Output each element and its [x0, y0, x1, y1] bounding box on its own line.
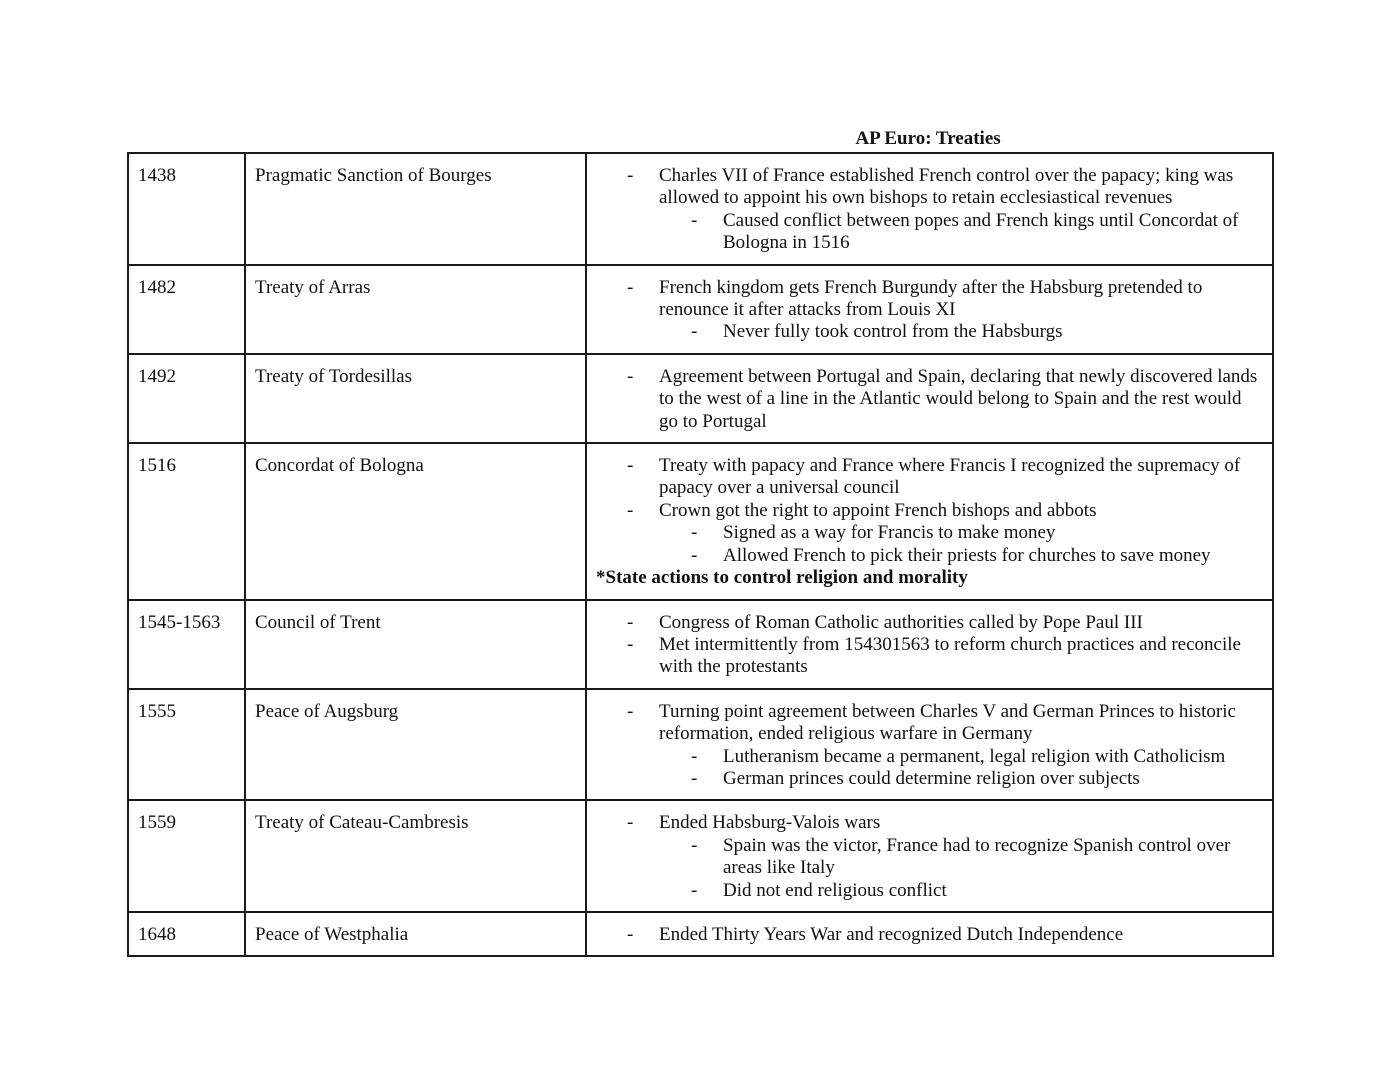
bullet-point: - French kingdom gets French Burgundy after the Habsburg pretended to renounce it after attacks from Louis XI [659, 277, 1262, 322]
table-row [128, 689, 1273, 801]
bullet-point: - Ended Habsburg-Valois wars [659, 812, 1262, 834]
sub-bullet-point [659, 768, 1262, 790]
notes-cell [586, 265, 1273, 354]
treaty-name-cell: Treaty of Arras [245, 265, 586, 354]
sub-bullet-text: Spain was the victor, France had to recognize Spanish control over areas like Italy [723, 834, 1231, 879]
table-row [128, 265, 1273, 354]
year-cell: 1545-1563 [128, 600, 245, 689]
bullet-point: - Agreement between Portugal and Spain, declaring that newly discovered lands to the west of a line in the Atlantic would belong to Spain and the rest would go to Portugal [659, 366, 1262, 433]
table-row [128, 912, 1273, 956]
year-cell: 1482 [128, 265, 245, 354]
treaties-table [127, 152, 1274, 957]
year-cell: 1492 [128, 354, 245, 443]
bullet-list [596, 455, 1262, 567]
sub-bullet-text: Never fully took control from the Habsburgs [723, 321, 1063, 343]
bullet-point: - Ended Thirty Years War and recognized Dutch Independence [659, 924, 1262, 946]
sub-bullet-point [659, 210, 1262, 255]
bullet-point: - Treaty with papacy and France where Francis I recognized the supremacy of papacy over a universal council [659, 455, 1262, 500]
bullet-list [596, 277, 1262, 344]
year-cell: 1555 [128, 689, 245, 801]
notes-cell [586, 800, 1273, 912]
table-row [128, 443, 1273, 599]
bullet-list [596, 701, 1262, 791]
bullet-point: - Charles VII of France established French control over the papacy; king was allowed to appoint his own bishops to retain ecclesiastical revenues [659, 165, 1262, 210]
sub-bullet-point [659, 880, 1262, 902]
sub-bullet-point [659, 522, 1262, 544]
year-cell: 1559 [128, 800, 245, 912]
sub-bullet-point [659, 545, 1262, 567]
sub-bullet-point [659, 746, 1262, 768]
treaty-name-cell: Treaty of Cateau-Cambresis [245, 800, 586, 912]
sub-bullet-point [659, 835, 1262, 880]
notes-cell [586, 153, 1273, 265]
bullet-point: - Crown got the right to appoint French bishops and abbots [659, 500, 1262, 522]
notes-cell [586, 912, 1273, 956]
notes-cell [586, 443, 1273, 599]
bullet-list [596, 165, 1262, 255]
treaty-name-cell: Council of Trent [245, 600, 586, 689]
year-cell: 1516 [128, 443, 245, 599]
bullet-point: - Congress of Roman Catholic authorities called by Pope Paul III [659, 612, 1262, 634]
row-note: *State actions to control religion and morality [596, 567, 968, 589]
year-cell: 1438 [128, 153, 245, 265]
bullet-point: - Turning point agreement between Charles V and German Princes to historic reformation, ended religious warfare in Germany [659, 701, 1262, 746]
treaty-name-cell: Treaty of Tordesillas [245, 354, 586, 443]
sub-bullet-text: German princes could determine religion over subjects [723, 767, 1140, 789]
notes-cell [586, 354, 1273, 443]
sub-bullet-text: Caused conflict between popes and French kings until Concordat of Bologna in 1516 [723, 209, 1239, 254]
bullet-list [596, 812, 1262, 902]
sub-bullet-text: Did not end religious conflict [723, 879, 947, 901]
year-cell: 1648 [128, 912, 245, 956]
treaties-table-body [128, 153, 1273, 956]
sub-bullet-text: Lutheranism became a permanent, legal religion with Catholicism [723, 745, 1226, 767]
treaty-name-cell: Pragmatic Sanction of Bourges [245, 153, 586, 265]
treaty-name-cell: Peace of Westphalia [245, 912, 586, 956]
document-title: AP Euro: Treaties [855, 128, 1001, 149]
bullet-point: - Met intermittently from 154301563 to reform church practices and reconcile with the protestants [659, 634, 1262, 679]
sub-bullet-text: Signed as a way for Francis to make money [723, 522, 1056, 544]
bullet-list [596, 924, 1262, 946]
bullet-list [596, 612, 1262, 679]
table-row [128, 800, 1273, 912]
table-row [128, 153, 1273, 265]
notes-cell [586, 689, 1273, 801]
sub-bullet-point [659, 321, 1262, 343]
table-row [128, 600, 1273, 689]
bullet-list [596, 366, 1262, 433]
treaty-name-cell: Peace of Augsburg [245, 689, 586, 801]
treaty-name-cell: Concordat of Bologna [245, 443, 586, 599]
notes-cell [586, 600, 1273, 689]
table-row [128, 354, 1273, 443]
sub-bullet-text: Allowed French to pick their priests for churches to save money [723, 544, 1211, 566]
